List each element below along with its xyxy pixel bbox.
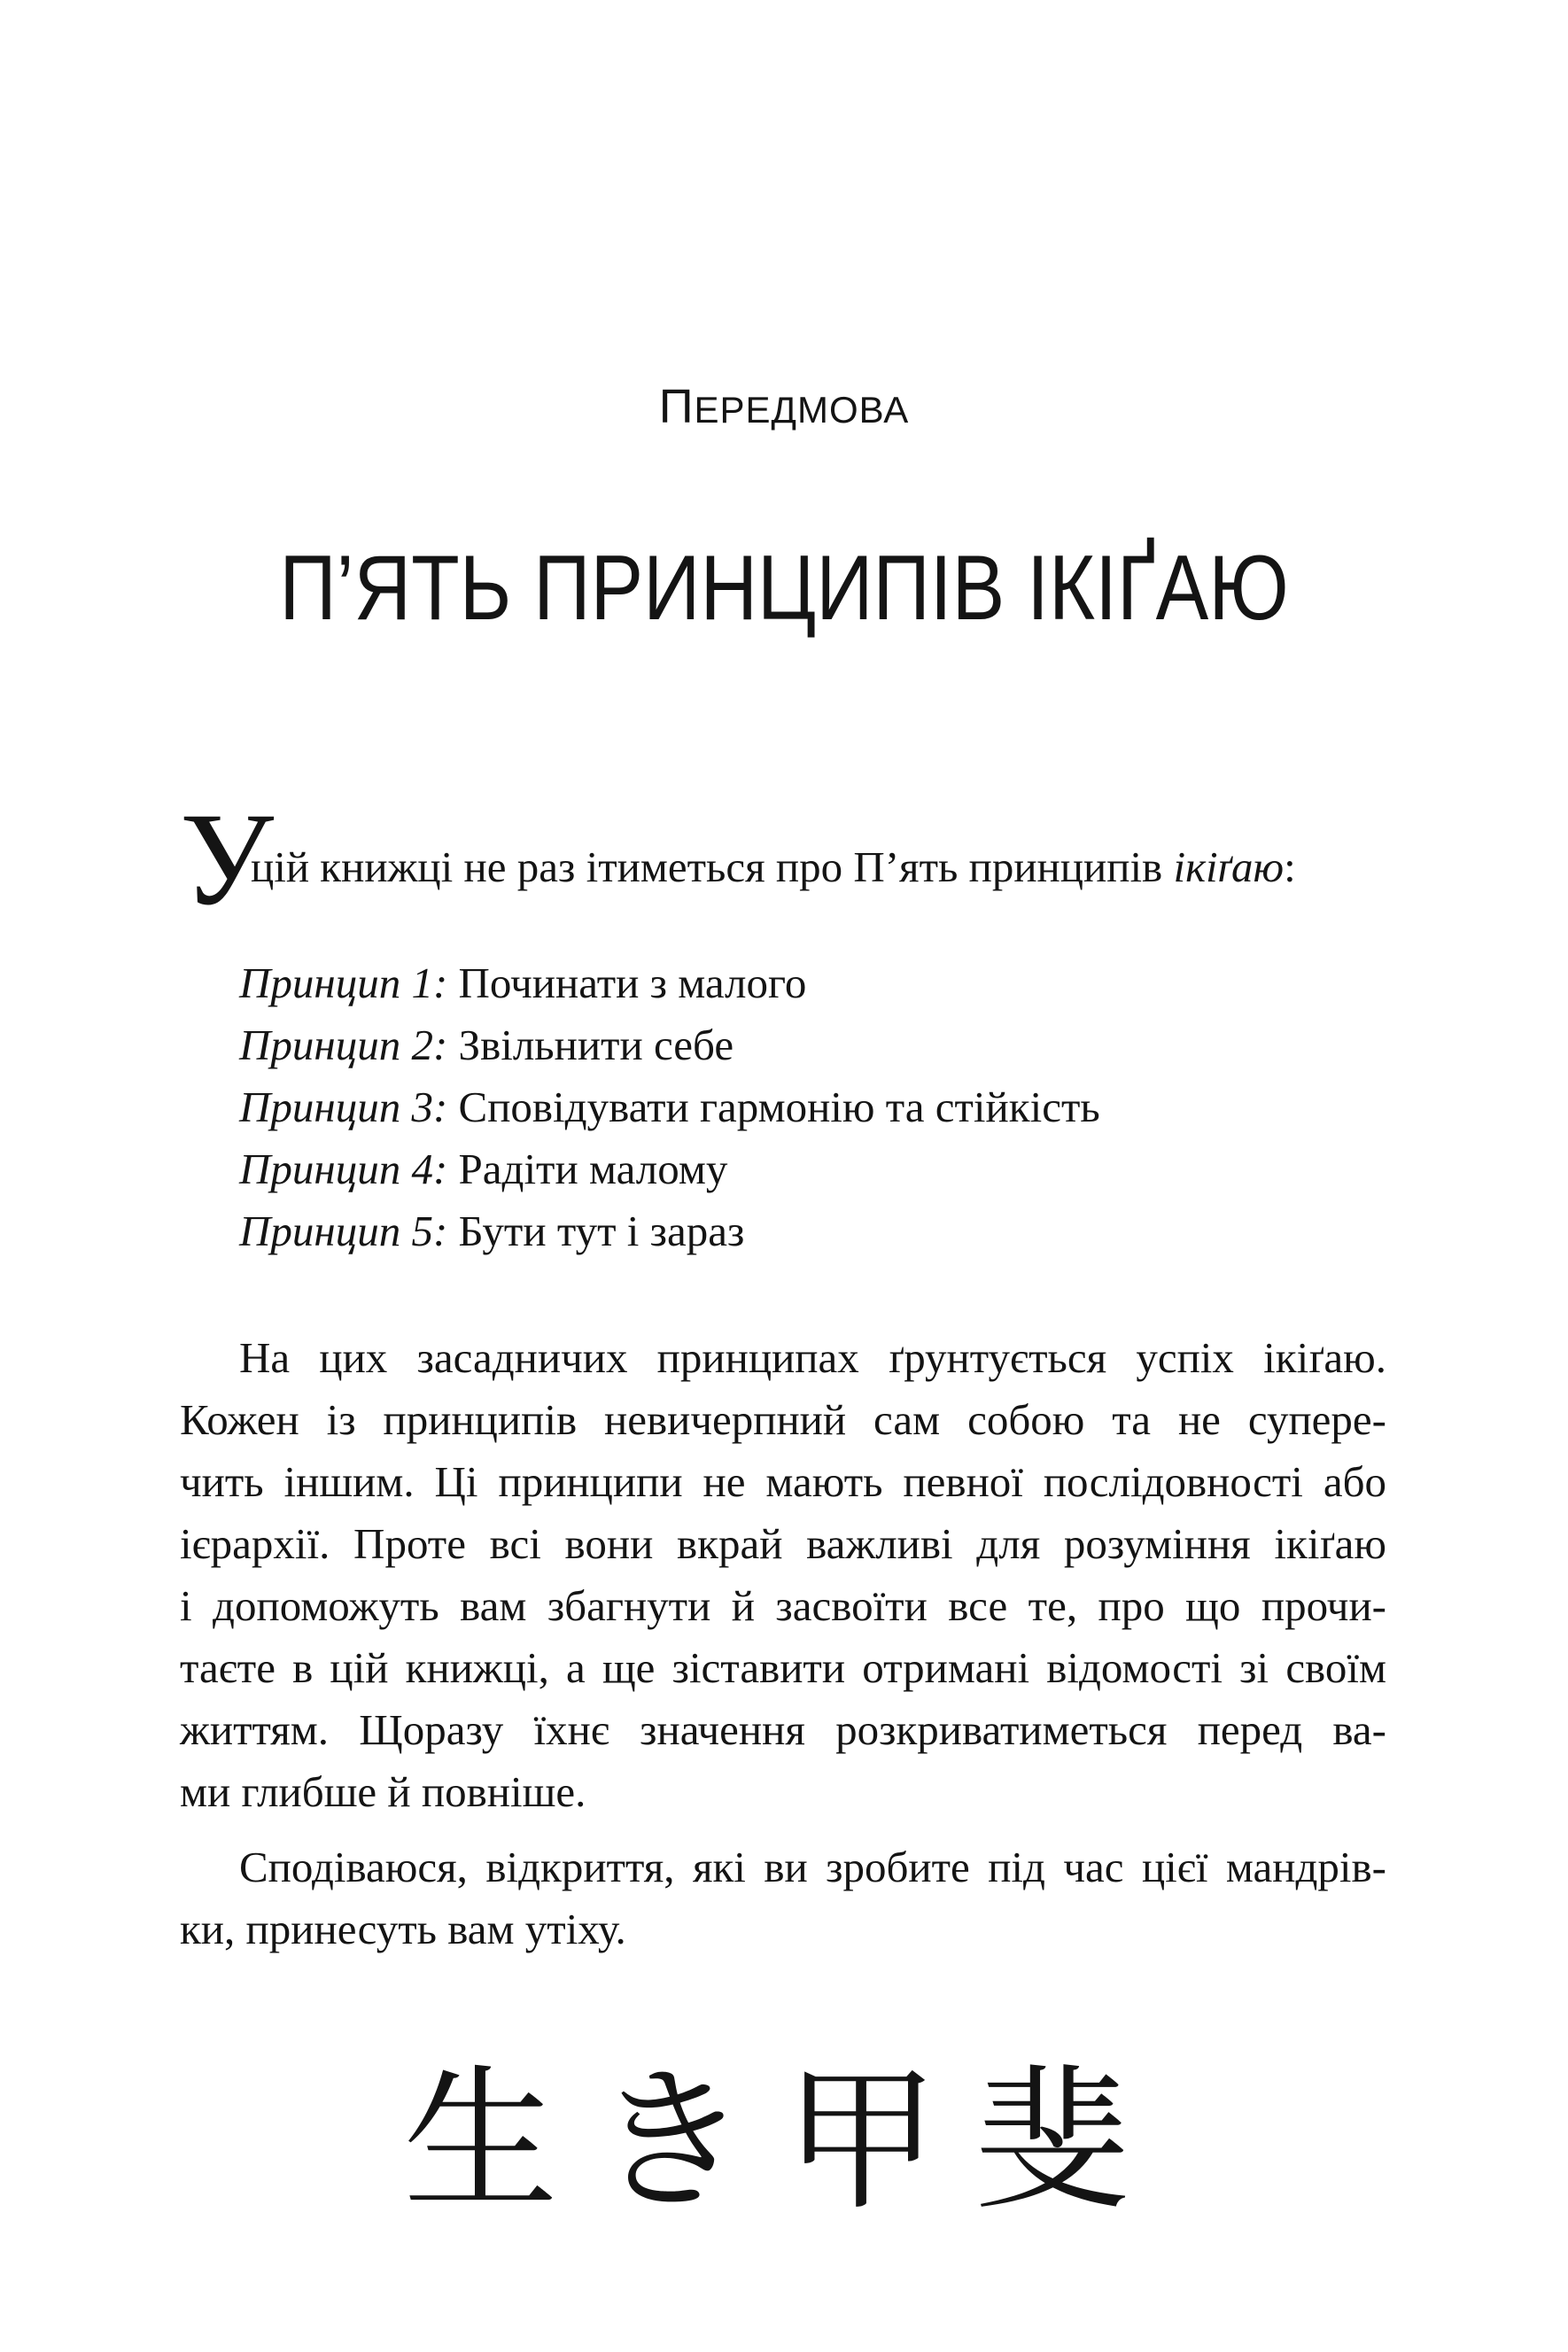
principle-item xyxy=(239,1014,1391,1076)
body-paragraph xyxy=(180,1836,1386,1960)
principle-label: Принцип 1: xyxy=(239,959,448,1007)
text-line: ієрархії. Проте всі вони вкрай важливі для розуміння ікіґаю xyxy=(180,1519,1386,1568)
principle-label: Принцип 2: xyxy=(239,1021,448,1069)
section-kicker xyxy=(0,380,1568,433)
text-line: ки, принесуть вам утіху. xyxy=(180,1905,626,1953)
text-line: таєте в цій книжці, а ще зіставити отримані відомості зі своїм xyxy=(180,1643,1386,1692)
text-line: життям. Щоразу їхнє значення розкриватиметься перед ва- xyxy=(180,1705,1386,1754)
intro-text-end: : xyxy=(1284,842,1296,891)
principle-text: Радіти малому xyxy=(447,1145,728,1193)
body-text xyxy=(180,1327,1386,1960)
principle-text: Починати з малого xyxy=(447,959,807,1007)
kicker-small-caps: ЕРЕДМОВА xyxy=(694,389,910,431)
text-line: На цих засадничих принципах ґрунтується успіх ікіґаю. xyxy=(239,1333,1386,1382)
text-line: Кожен із принципів невичерпний сам собою та не супере- xyxy=(180,1395,1386,1444)
principle-item xyxy=(239,1200,1391,1262)
intro-text-plain: цій книжці не раз ітиметься про П’ять принципів xyxy=(251,842,1174,891)
intro-text-italic: ікіґаю xyxy=(1173,842,1285,891)
principle-text: Сповідувати гармонію та стійкість xyxy=(447,1083,1100,1131)
drop-cap: У xyxy=(180,786,275,933)
body-paragraph xyxy=(180,1327,1386,1823)
principle-label: Принцип 3: xyxy=(239,1083,448,1131)
text-line: чить іншим. Ці принципи не мають певної послідовності або xyxy=(180,1457,1386,1506)
chapter-title: П’ЯТЬ ПРИНЦИПІВ ІКІҐАЮ xyxy=(279,537,1289,640)
principle-item xyxy=(239,1076,1391,1138)
text-line: ми глибше й повніше. xyxy=(180,1767,586,1816)
principle-item xyxy=(239,1138,1391,1200)
text-line: і допоможуть вам збагнути й засвоїти все те, про що прочи- xyxy=(180,1581,1386,1630)
ikigai-calligraphy: 生き甲斐 xyxy=(403,2052,1165,2232)
principle-text: Звільнити себе xyxy=(447,1021,734,1069)
principle-label: Принцип 4: xyxy=(239,1145,448,1193)
principle-item xyxy=(239,952,1391,1014)
intro-text xyxy=(251,842,1296,894)
text-line: Сподіваюся, відкриття, які ви зробите під час цієї мандрів- xyxy=(239,1843,1386,1891)
principles-list xyxy=(239,952,1391,1262)
principle-label: Принцип 5: xyxy=(239,1207,448,1255)
kicker-capital: П xyxy=(658,380,695,433)
intro-paragraph xyxy=(180,786,1385,933)
principle-text: Бути тут і зараз xyxy=(447,1207,745,1255)
